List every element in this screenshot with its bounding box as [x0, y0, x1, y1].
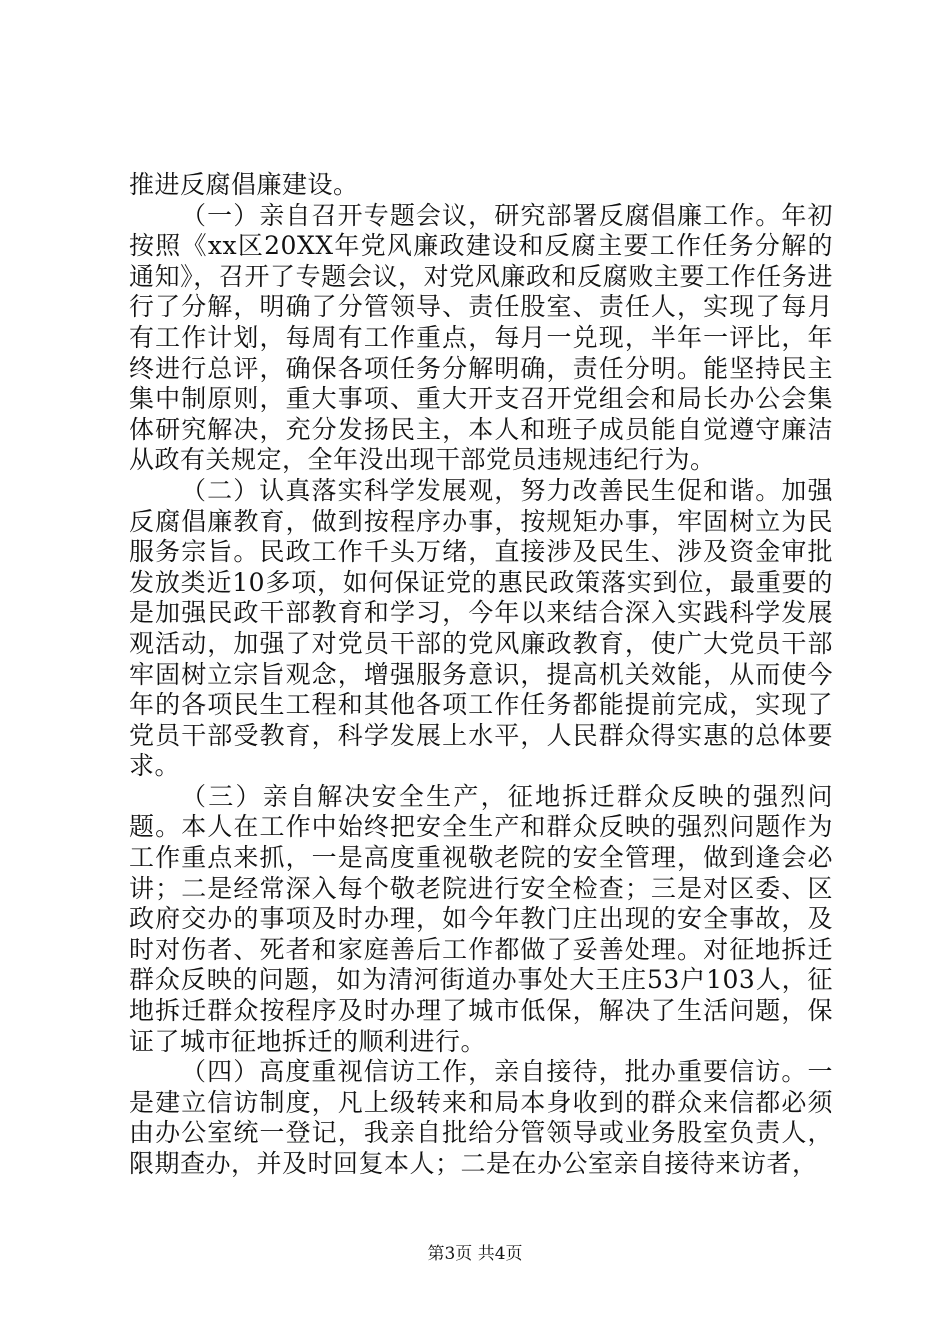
paragraph-section-4: （四）高度重视信访工作，亲自接待，批办重要信访。一是建立信访制度，凡上级转来和局本身收到的群众来信都必须由办公室统一登记，我亲自批给分管领导或业务股室负责人，限期查办，并及时回复本人；二是在办公室亲自接待来访者， [129, 1057, 833, 1178]
paragraph-section-3: （三）亲自解决安全生产，征地拆迁群众反映的强烈问题。本人在工作中始终把安全生产和群众反映的强烈问题作为工作重点来抓，一是高度重视敬老院的安全管理，做到逢会必讲；二是经常深入每个敬老院进行安全检查；三是对区委、区政府交办的事项及时办理，如今年教门庄出现的安全事故，及时对伤者、死者和家庭善后工作都做了妥善处理。对征地拆迁群众反映的问题，如为清河街道办事处大王庄53户103人，征地拆迁群众按程序及时办理了城市低保，解决了生活问题，保证了城市征地拆迁的顺利进行。 [129, 781, 833, 1056]
document-body [129, 170, 833, 1180]
paragraph-continuation: 推进反腐倡廉建设。 [129, 170, 359, 199]
paragraph-section-1: （一）亲自召开专题会议，研究部署反腐倡廉工作。年初按照《xx区20XX年党风廉政建设和反腐主要工作任务分解的通知》，召开了专题会议，对党风廉政和反腐败主要工作任务进行了分解，明确了分管领导、责任股室、责任人，实现了每月有工作计划，每周有工作重点，每月一兑现，半年一评比，年终进行总评，确保各项任务分解明确，责任分明。能坚持民主集中制原则，重大事项、重大开支召开党组会和局长办公会集体研究解决，充分发扬民主，本人和班子成员能自觉遵守廉洁从政有关规定，全年没出现干部党员违规违纪行为。 [129, 200, 833, 475]
page-footer: 第3页 共4页 [427, 1244, 523, 1264]
paragraph-section-2: （二）认真落实科学发展观，努力改善民生促和谐。加强反腐倡廉教育，做到按程序办事，按规矩办事，牢固树立为民服务宗旨。民政工作千头万绪，直接涉及民生、涉及资金审批发放类近10多项，如何保证党的惠民政策落实到位，最重要的是加强民政干部教育和学习，今年以来结合深入实践科学发展观活动，加强了对党员干部的党风廉政教育，使广大党员干部牢固树立宗旨观念，增强服务意识，提高机关效能，从而使今年的各项民生工程和其他各项工作任务都能提前完成，实现了党员干部受教育，科学发展上水平，人民群众得实惠的总体要求。 [129, 475, 833, 781]
